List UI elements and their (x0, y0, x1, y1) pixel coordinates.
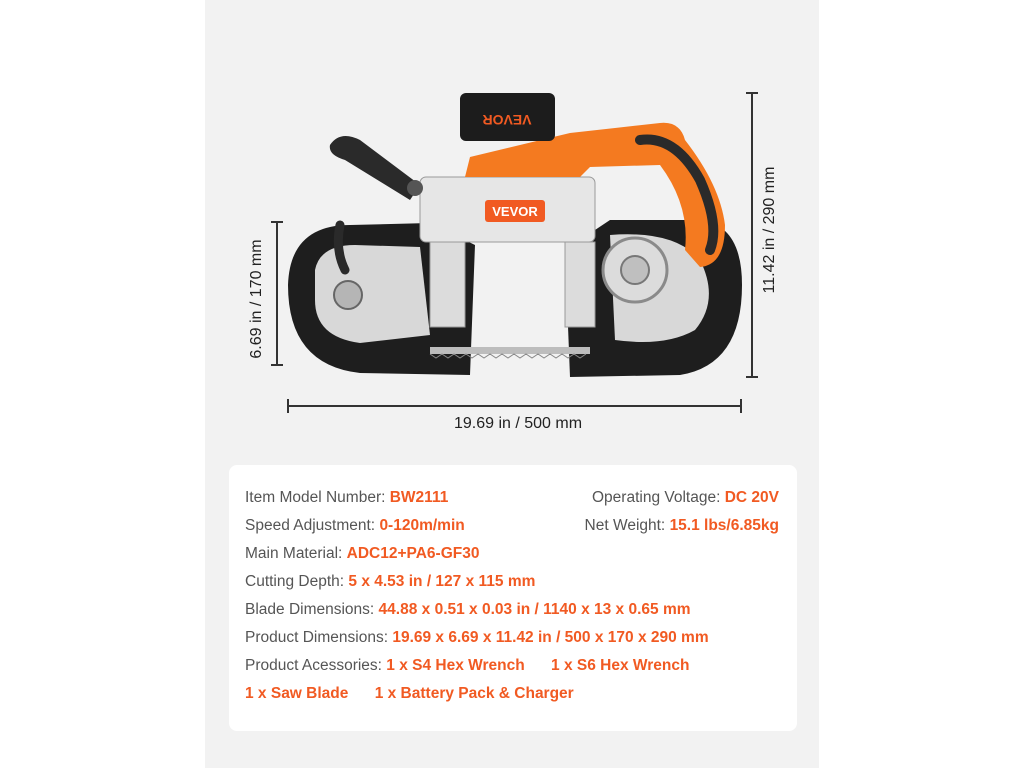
height-left-label: 6.69 in / 170 mm (248, 239, 265, 359)
spec-voltage-label: Operating Voltage: (592, 489, 721, 506)
height-right-line (751, 92, 753, 378)
svg-text:VEVOR: VEVOR (492, 204, 538, 219)
accessory-item: 1 x Battery Pack & Charger (374, 685, 574, 702)
spec-voltage-value: DC 20V (724, 489, 779, 506)
spec-speed (245, 517, 465, 535)
spec-weight (585, 517, 779, 535)
width-bottom-line (287, 405, 742, 407)
spec-product-dimensions (245, 629, 709, 647)
spec-model (245, 489, 448, 507)
spec-material (245, 545, 479, 563)
height-right-cap-bottom (746, 376, 758, 378)
accessory-item: 1 x Saw Blade (245, 685, 349, 702)
width-bottom-cap-left (287, 399, 289, 413)
spec-depth-value: 5 x 4.53 in / 127 x 115 mm (348, 573, 536, 590)
height-left-cap-top (271, 221, 283, 223)
width-bottom-label: 19.69 in / 500 mm (453, 415, 583, 432)
spec-speed-value: 0-120m/min (379, 517, 465, 534)
spec-blade-label: Blade Dimensions: (245, 601, 375, 618)
spec-accessories-label: Product Acessories: (245, 657, 382, 674)
spec-material-label: Main Material: (245, 545, 343, 562)
width-bottom-cap-right (740, 399, 742, 413)
spec-blade (245, 601, 691, 619)
accessory-item: 1 x S6 Hex Wrench (551, 657, 690, 674)
height-right-cap-top (746, 92, 758, 94)
height-left-cap-bottom (271, 364, 283, 366)
spec-model-label: Item Model Number: (245, 489, 386, 506)
spec-voltage (592, 489, 779, 507)
spec-depth-label: Cutting Depth: (245, 573, 345, 590)
band-saw-image (280, 85, 750, 385)
spec-blade-value: 44.88 x 0.51 x 0.03 in / 1140 x 13 x 0.65 mm (378, 601, 691, 618)
specs-card (229, 465, 797, 731)
spec-weight-label: Net Weight: (584, 517, 666, 534)
spec-depth (245, 573, 535, 591)
spec-speed-label: Speed Adjustment: (245, 517, 376, 534)
spec-accessories (245, 657, 689, 675)
spec-accessories-cont (245, 685, 574, 703)
spec-model-value: BW2111 (389, 489, 449, 506)
height-left-line (276, 221, 278, 366)
spec-product-dimensions-value: 19.69 x 6.69 x 11.42 in / 500 x 170 x 290 mm (392, 629, 709, 646)
spec-weight-value: 15.1 lbs/6.85kg (669, 517, 779, 534)
svg-text:VEVOR: VEVOR (482, 112, 532, 128)
spec-material-value: ADC12+PA6-GF30 (346, 545, 480, 562)
height-right-label: 11.42 in / 290 mm (761, 166, 778, 294)
accessory-item: 1 x S4 Hex Wrench (386, 657, 525, 674)
spec-product-dimensions-label: Product Dimensions: (245, 629, 389, 646)
